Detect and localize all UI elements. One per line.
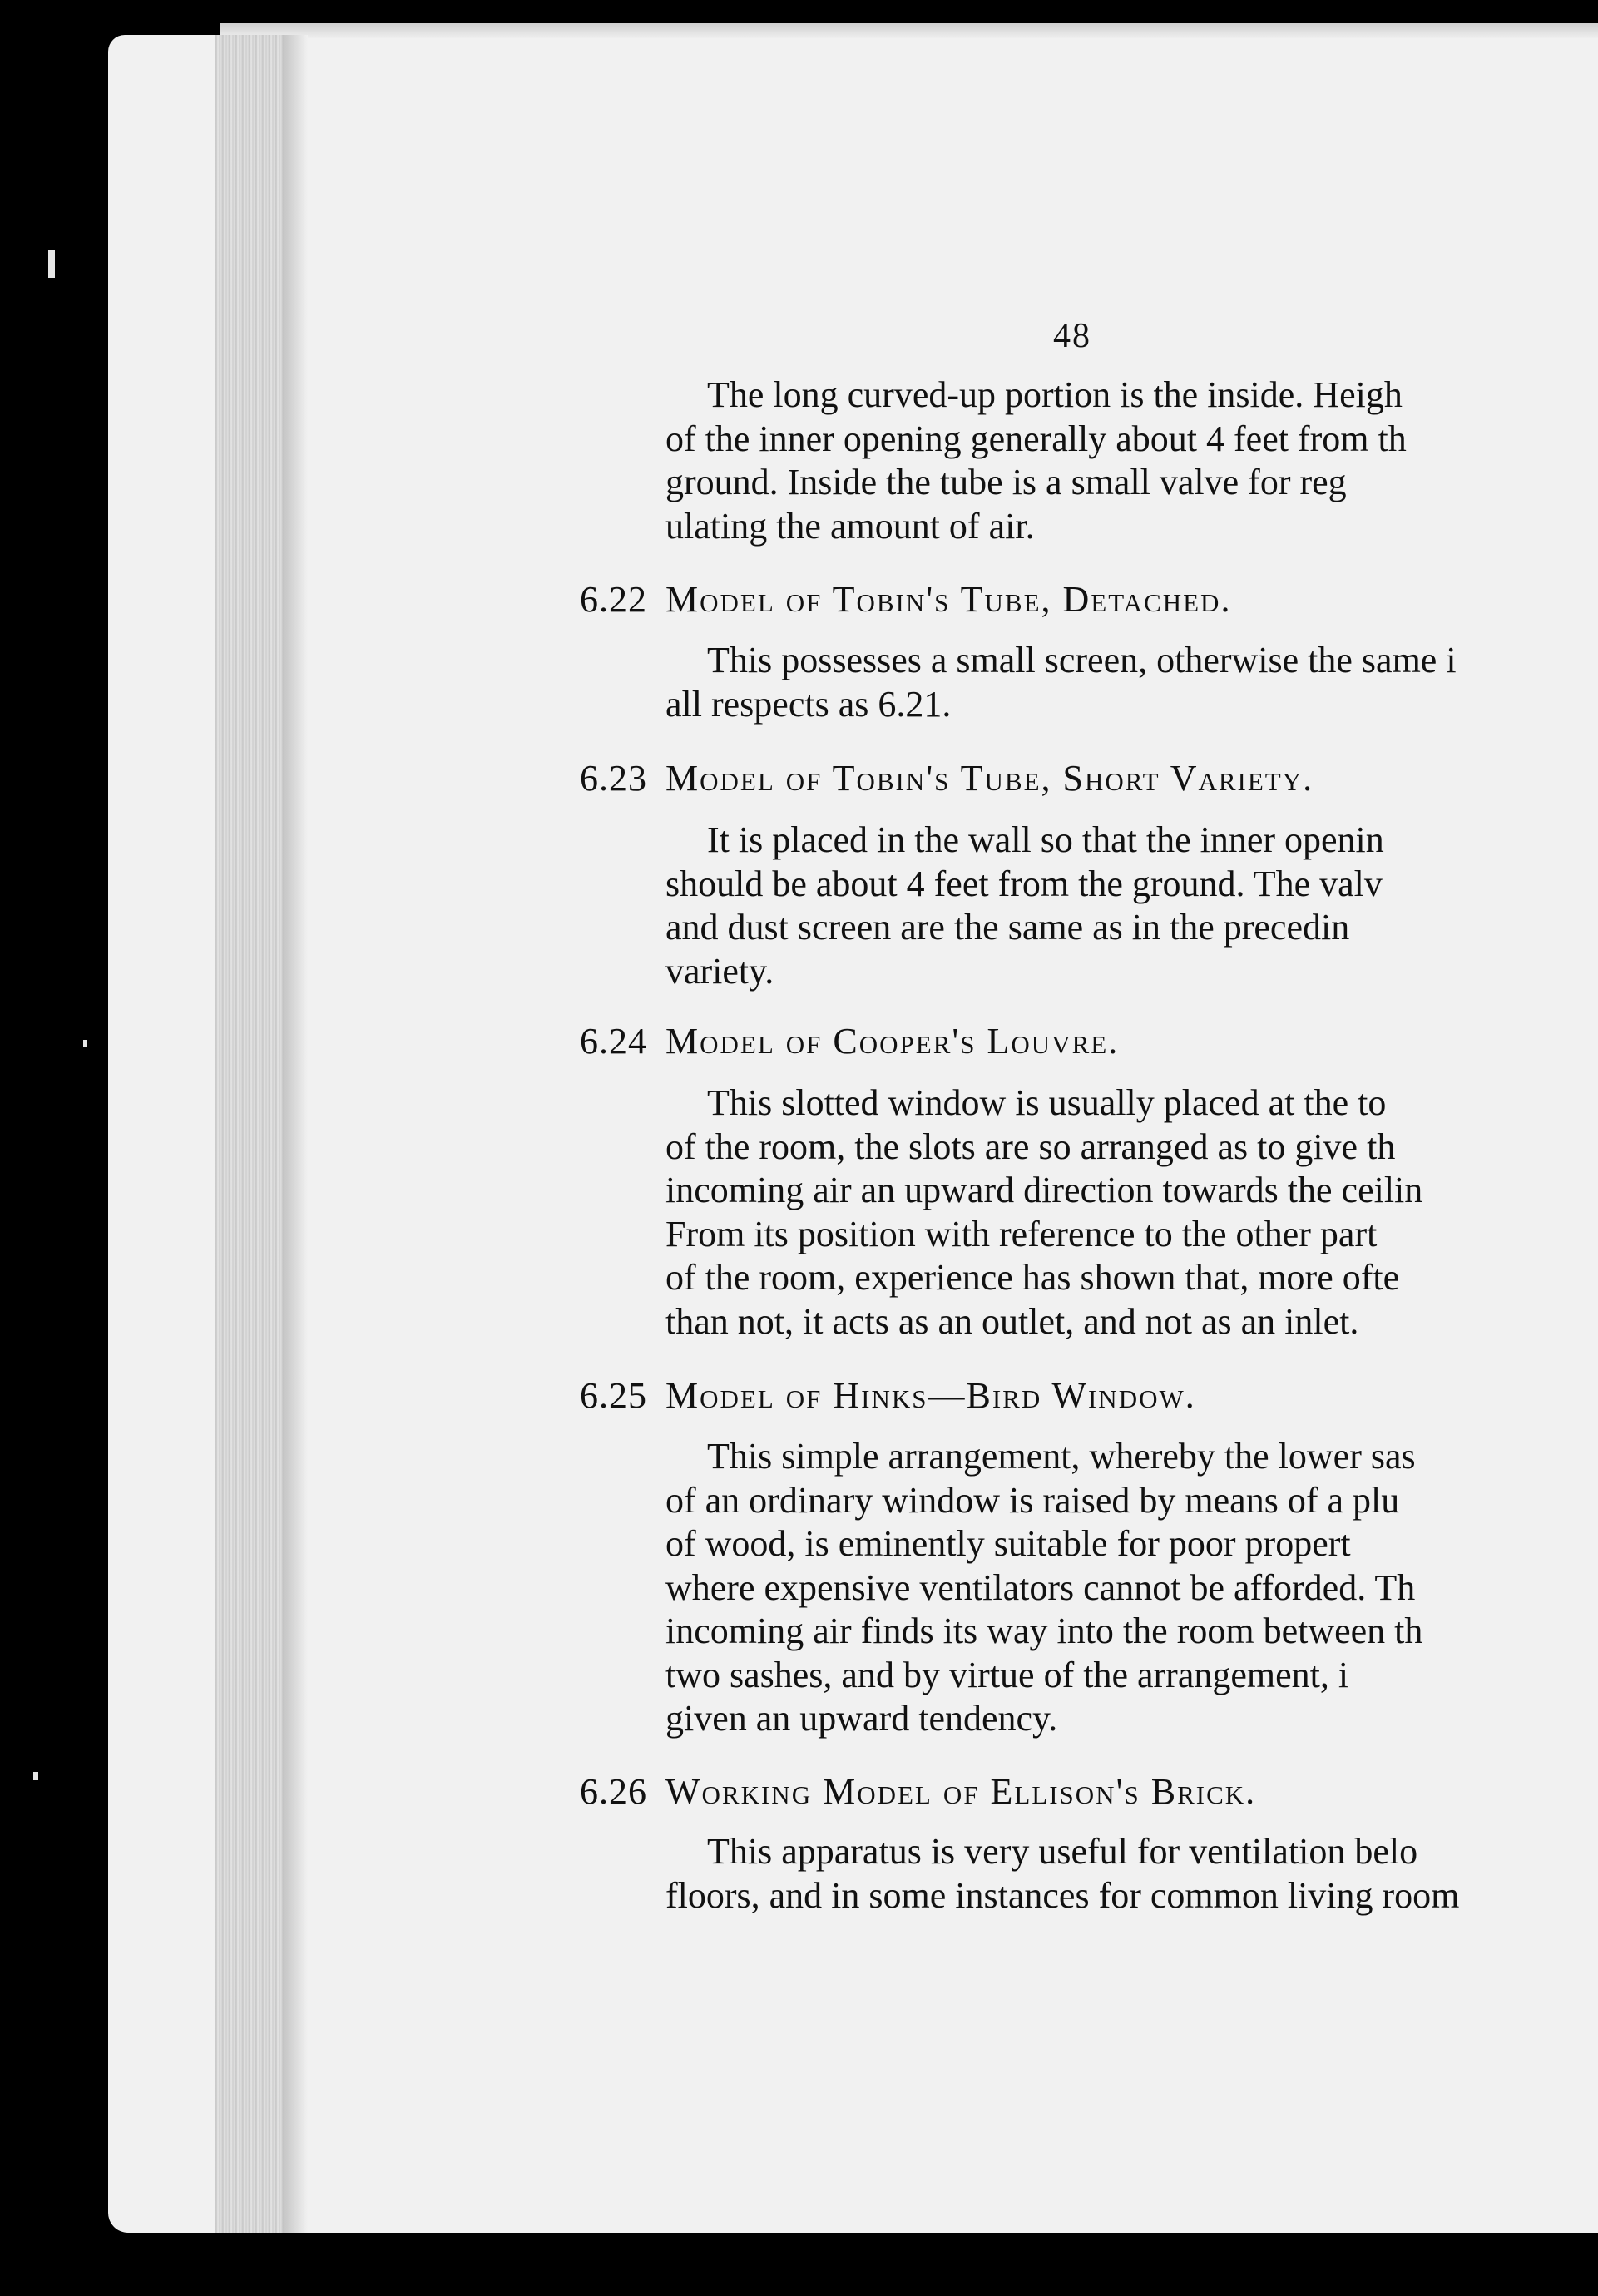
section-number: 6.26 xyxy=(580,1771,647,1812)
text-line: of the room, the slots are so arranged as to give th xyxy=(665,1126,1396,1167)
text-line: It is placed in the wall so that the inner openin xyxy=(707,819,1384,860)
text-line: where expensive ventilators cannot be afforded. Th xyxy=(665,1566,1416,1608)
intro-paragraph xyxy=(665,374,1598,548)
text-line: of the inner opening generally about 4 feet from th xyxy=(665,418,1407,459)
text-line: This possesses a small screen, otherwise the same i xyxy=(707,640,1457,680)
section-number: 6.23 xyxy=(580,758,647,799)
section-title: Working Model of Ellison's Brick. xyxy=(665,1771,1257,1812)
text-line: than not, it acts as an outlet, and not as an inlet. xyxy=(665,1300,1359,1342)
text-line: variety. xyxy=(665,950,774,992)
text-line: of an ordinary window is raised by means of a plu xyxy=(665,1479,1400,1521)
text-line: all respects as 6.21. xyxy=(665,683,952,725)
text-line: of wood, is eminently suitable for poor propert xyxy=(665,1523,1351,1564)
text-line: given an upward tendency. xyxy=(665,1698,1058,1739)
section-number: 6.24 xyxy=(580,1021,647,1061)
section-title: Model of Tobin's Tube, Short Variety. xyxy=(665,758,1314,799)
text-line: ground. Inside the tube is a small valve for reg xyxy=(665,462,1347,502)
text-line: This simple arrangement, whereby the lower sas xyxy=(707,1436,1416,1477)
section-heading-6-22 xyxy=(580,578,1231,621)
text-line: should be about 4 feet from the ground. The valv xyxy=(665,863,1383,904)
text-line: and dust screen are the same as in the precedin xyxy=(665,907,1350,948)
text-line: incoming air finds its way into the room between th xyxy=(665,1611,1423,1651)
section-title: Model of Hinks—Bird Window. xyxy=(665,1375,1196,1416)
text-line: The long curved-up portion is the inside. Heigh xyxy=(707,374,1403,415)
section-heading-6-25 xyxy=(580,1374,1196,1417)
section-body-6-23 xyxy=(665,819,1598,993)
page-number: 48 xyxy=(1053,317,1091,355)
section-heading-6-26 xyxy=(580,1770,1256,1813)
text-line: incoming air an upward direction towards the ceilin xyxy=(665,1170,1423,1210)
section-body-6-26 xyxy=(665,1830,1598,1917)
text-line: of the room, experience has shown that, more ofte xyxy=(665,1257,1400,1298)
section-number: 6.22 xyxy=(580,579,647,620)
section-body-6-22 xyxy=(665,639,1598,726)
text-line: two sashes, and by virtue of the arrangement, i xyxy=(665,1654,1349,1695)
section-body-6-24 xyxy=(665,1081,1598,1343)
section-heading-6-24 xyxy=(580,1020,1119,1062)
text-line: This slotted window is usually placed at the to xyxy=(707,1082,1387,1123)
section-number: 6.25 xyxy=(580,1375,647,1416)
section-body-6-25 xyxy=(665,1435,1598,1741)
text-line: From its position with reference to the other part xyxy=(665,1213,1378,1254)
section-heading-6-23 xyxy=(580,757,1314,799)
section-title: Model of Tobin's Tube, Detached. xyxy=(665,579,1232,620)
text-line: floors, and in some instances for common living room xyxy=(665,1874,1460,1916)
section-title: Model of Cooper's Louvre. xyxy=(665,1021,1120,1061)
text-line: ulating the amount of air. xyxy=(665,505,1035,547)
text-line: This apparatus is very useful for ventilation belo xyxy=(707,1831,1418,1872)
